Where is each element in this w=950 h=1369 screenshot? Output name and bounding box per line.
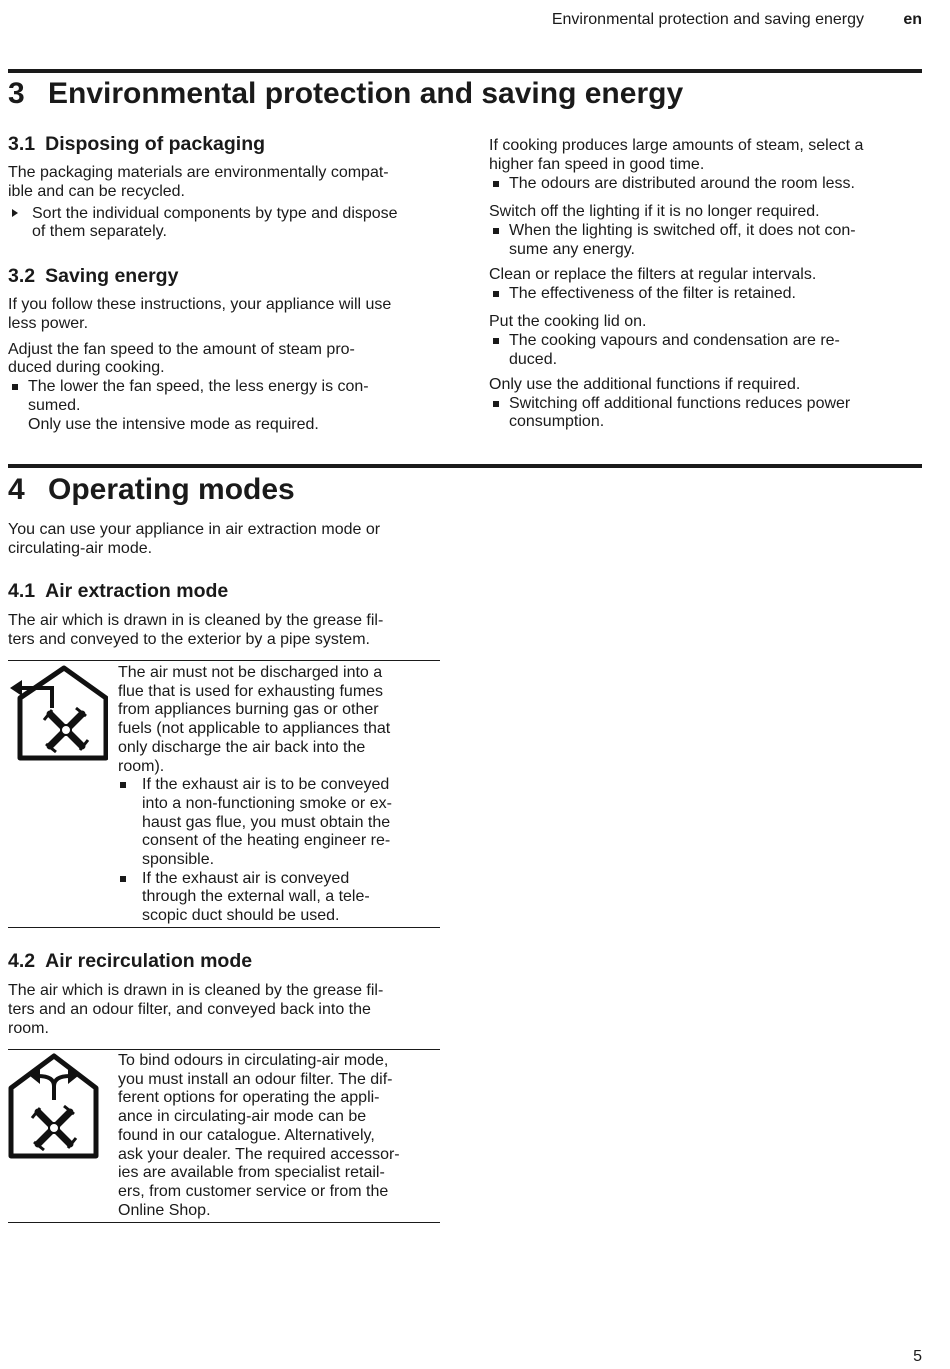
section-4-2-heading [8,949,252,973]
section-title: Disposing of packaging [45,133,266,155]
note-bullet: If the exhaust air is conveyed through the external wall, a tele- scopic duct should be used. [118,870,440,926]
result-bullet: The cooking vapours and condensation are re- duced. [489,332,919,370]
language-code: en [903,11,922,28]
note-bullet: If the exhaust air is to be conveyed into a non-functioning smoke or ex- haust gas flue, you must obtain the consent of the heating engineer re- sponsible. [118,776,440,870]
paragraph: Put the cooking lid on. [489,313,647,331]
note-paragraph: To bind odours in circulating-air mode, you must install an odour filter. The dif- ferent options for operating the appli- ance in circulating-air mode can be found in our catalogue. Alternatively, ask your dealer. The required accessor- ies are available from specialist retail- ers, from customer service or from the Online Shop. [118,1052,400,1219]
page-number: 5 [913,1348,922,1365]
note-rule-bottom [8,1222,440,1223]
note-rule-top [8,1049,440,1050]
paragraph: Switch off the lighting if it is no longer required. [489,203,820,221]
section-title: Air extraction mode [45,580,229,602]
result-bullet: Switching off additional functions reduces power consumption. [489,395,919,433]
section-3-1-heading [8,132,265,156]
section-4-2-body [8,982,448,1038]
result-continuation: Only use the intensive mode as required. [28,415,319,433]
chapter-3-heading [8,76,683,112]
chapter-rule [8,69,922,73]
paragraph: If you follow these instructions, your appliance will use less power. [8,296,392,332]
paragraph: Only use the additional functions if required. [489,375,801,393]
chapter-4-intro [8,521,448,559]
result-bullet: The lower the fan speed, the less energy is con- sumed. [8,378,448,416]
paragraph: The air which is drawn in is cleaned by the grease fil- ters and an odour filter, and conveyed back into the room. [8,982,384,1037]
paragraph: Clean or replace the filters at regular intervals. [489,265,817,283]
section-3-2-heading [8,264,178,288]
chapter-title: Environmental protection and saving energy [48,77,684,110]
section-3-2-continued [489,137,919,432]
instruction-step: Sort the individual components by type and dispose of them separately. [8,205,448,243]
section-number: 4.1 [8,580,36,602]
air-extraction-icon [8,662,108,764]
result-bullet: When the lighting is switched off, it does not con- sume any energy. [489,222,919,260]
chapter-title: Operating modes [48,473,295,506]
section-3-2-body [8,296,448,435]
paragraph: If cooking produces large amounts of steam, select a higher fan speed in good time. [489,137,864,173]
paragraph: The air which is drawn in is cleaned by the grease fil- ters and conveyed to the exterior by a pipe system. [8,612,384,648]
result-bullet: The effectiveness of the filter is retained. [489,285,919,304]
chapter-rule [8,464,922,468]
chapter-4-heading [8,472,295,508]
result-bullet: The odours are distributed around the room less. [489,175,919,194]
section-3-1-body [8,164,448,242]
note-paragraph: The air must not be discharged into a flue that is used for exhausting fumes from appliances burning gas or other fuels (not applicable to appliances that only discharge the air back into the room). [118,664,391,775]
paragraph: Adjust the fan speed to the amount of steam pro- duced during cooking. [8,340,355,377]
section-number: 3.1 [8,133,36,155]
running-header-title: Environmental protection and saving energy [551,11,864,28]
chapter-number: 3 [8,77,25,110]
note-rule-top [8,660,440,661]
chapter-number: 4 [8,473,25,506]
air-extraction-note [118,664,440,926]
air-recirculation-icon [8,1052,100,1160]
paragraph: You can use your appliance in air extraction mode or circulating-air mode. [8,521,381,557]
paragraph: The packaging materials are environmentally compat- ible and can be recycled. [8,164,389,200]
section-title: Air recirculation mode [45,950,253,972]
section-number: 4.2 [8,950,36,972]
section-4-1-heading [8,579,228,603]
section-title: Saving energy [45,265,179,287]
air-recirculation-note [118,1052,440,1220]
section-number: 3.2 [8,265,36,287]
note-rule-bottom [8,927,440,928]
section-4-1-body [8,612,448,650]
